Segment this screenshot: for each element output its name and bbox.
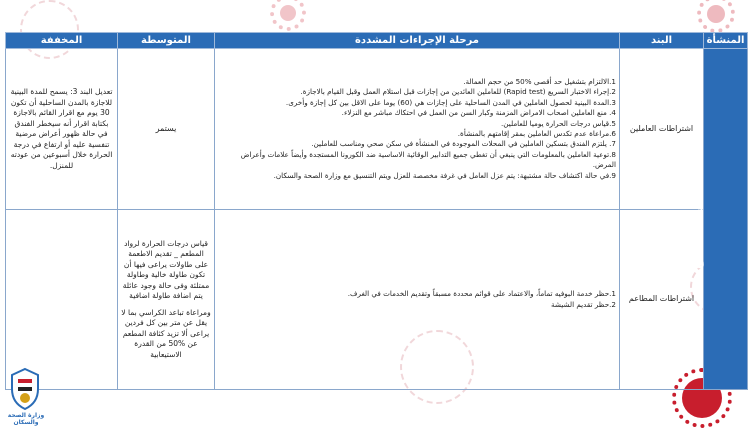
item-cell: اشتراطات المطاعم bbox=[620, 210, 704, 390]
header-strict-phase: مرحلة الإجراءات المشددة bbox=[215, 33, 620, 49]
establishment-label: تشغيل الفنادق bbox=[688, 167, 705, 269]
table-row bbox=[6, 49, 748, 210]
measure-line: 6.مراعاة عدم تكدس العاملين بمقر إقامتهم بالمنشأة. bbox=[457, 129, 616, 138]
measure-line: 5.قياس درجات الحرارة يوميا للعاملين. bbox=[501, 118, 616, 128]
measure-line: 1.حظر خدمة البوفيه تماماً، والاعتماد على قوائم محددة مسبقاً وتقديم الخدمات في الغرف. bbox=[347, 289, 616, 299]
medium-line: يراعى ألا تزيد كثافة المطعم عن %50 من القدرة الاستيعابية bbox=[122, 328, 210, 359]
medium-cell bbox=[118, 210, 215, 390]
item-cell: اشتراطات العاملين bbox=[620, 49, 704, 210]
header-medium-phase: المتوسطة bbox=[118, 33, 215, 49]
medium-cell: يستمر bbox=[118, 49, 215, 210]
strict-measures-cell bbox=[215, 210, 620, 390]
measure-line: 8.توعية العاملين بالمعلومات التي ينبغي أن تغطي جميع التدابير الوقائية الاساسية ضد الكورونا المستجدة وأيضاً علامات وأعراض المرض. bbox=[240, 149, 616, 170]
light-cell bbox=[6, 210, 118, 390]
header-establishment: المنشأة bbox=[704, 33, 748, 49]
measure-line: 7. يلتزم الفندق بتسكين العاملين في المحلات الموجودة في المنشأة في سكن صحي ومناسب للعاملين. bbox=[311, 139, 616, 149]
medium-line: قياس درجات الحرارة لرواد المطعم _ تقديم الاطعمة على طاولات يراعى فيها أن تكون طاولة خالية وطاولة ممتلئة وفى حالة وجود عائلة يتم اضافة طاولة اضافية bbox=[122, 238, 210, 301]
logo-caption: وزارة الصحة والسكان bbox=[7, 412, 45, 426]
measure-line: 2.إجراء الاختبار السريع (Rapid test) للعاملين العائدين من إجازات قبل استلام العمل وقبل القيام بالاجازة. bbox=[300, 87, 616, 97]
header-light-phase: المخففة bbox=[6, 33, 118, 49]
medium-line: ومراعاة تباعد الكراسي بما لا يقل عن متر بين كل فردين bbox=[121, 307, 211, 328]
measure-line: 9.في حالة اكتشاف حالة مشتبهة: يتم عزل العامل في غرفة مخصصة للعزل ويتم التنسيق مع وزارة الصحة والسكان. bbox=[273, 170, 616, 180]
table-row bbox=[6, 210, 748, 390]
ministry-logo bbox=[8, 367, 42, 411]
measure-line: 1.الالتزام بتشغيل حد أقصى %50 من حجم العمالة. bbox=[463, 76, 616, 86]
light-cell: تعديل البند 3: يسمح للمدة البينية للاجازة بالمدن الساحلية أن تكون 30 يوم مع اقرار القائم بالاجازة بكتابة اقرار أنه سيخطر الفندق في حالة ظهور أعراض مرضية تنفسية عليه أو ارتفاع في درجة الحرارة خلال أسبوعين من عودته للمنزل. bbox=[6, 49, 118, 210]
measure-line: 3.المدة البينية لحصول العاملين في المدن الساحلية على إجازات هي (60) يوما على الاقل بين كل إجازة وأخرى. bbox=[285, 97, 616, 107]
virus-icon bbox=[707, 5, 725, 23]
strict-measures-cell bbox=[215, 49, 620, 210]
table-header-row bbox=[6, 33, 748, 49]
regulations-table bbox=[5, 32, 748, 390]
header-item: البند bbox=[620, 33, 704, 49]
establishment-cell bbox=[688, 49, 748, 390]
virus-icon bbox=[280, 5, 296, 21]
measure-line: 2.حظر تقديم الشيشة bbox=[551, 299, 616, 309]
measure-line: 4. منع العاملين اصحاب الامراض المزمنة وكبار السن من العمل في احتكاك مباشر مع النزلاء. bbox=[341, 108, 616, 118]
